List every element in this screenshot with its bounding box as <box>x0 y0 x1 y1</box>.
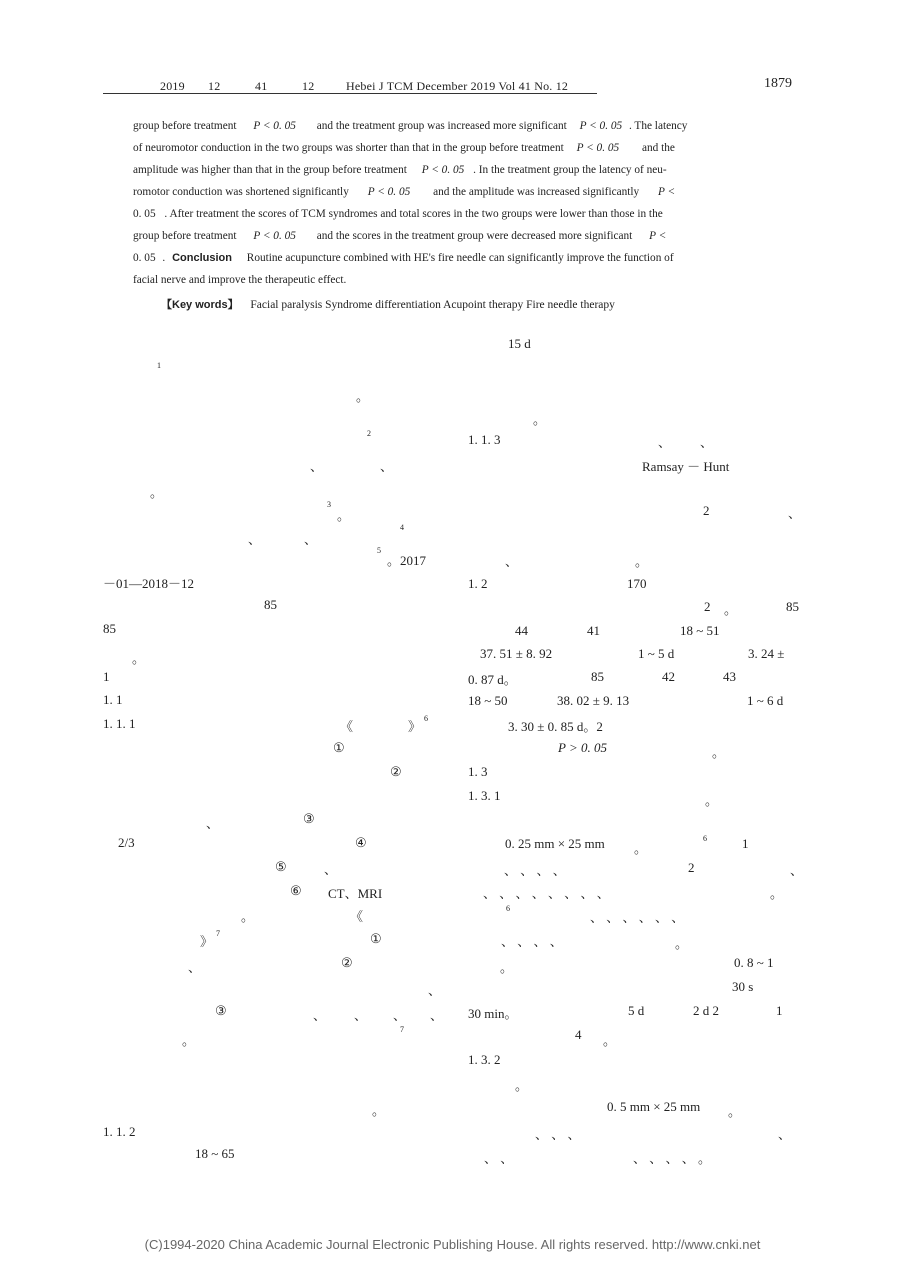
text-fragment: 。 <box>150 485 164 500</box>
text-fragment: 、 <box>430 1008 444 1023</box>
header-volume: 41 <box>255 79 268 93</box>
reference-mark: 7 <box>216 929 220 938</box>
abstract-line: group before treatment P < 0. 05 and the treatment group was increased more significant P < 0. 05 . The latency <box>133 120 688 132</box>
text-fragment: 。 <box>515 1078 529 1093</box>
text-fragment: 。 <box>770 886 784 901</box>
circled-number: ④ <box>355 835 367 850</box>
reference-mark: 3 <box>327 500 331 509</box>
header-issue: 12 <box>302 79 315 93</box>
text-fragment: P > 0. 05 <box>558 740 607 755</box>
text-fragment: 、 <box>206 816 220 831</box>
text-fragment: 。2017 <box>387 553 427 568</box>
text-fragment: 、 <box>658 435 672 450</box>
text-fragment: 。 <box>500 960 514 975</box>
text-fragment: 。 <box>675 936 689 951</box>
text-fragment: 2 <box>688 860 695 875</box>
header-year: 2019 <box>160 79 185 93</box>
text-fragment: 》 <box>200 934 214 949</box>
conclusion-label: Conclusion <box>172 252 232 264</box>
keywords <box>161 296 615 312</box>
text-fragment: 0. 87 d。 <box>468 672 517 687</box>
text-fragment: 。 <box>603 1033 617 1048</box>
text-fragment: 85 <box>591 669 604 684</box>
text-fragment: 。 <box>634 841 648 856</box>
page-number: 1879 <box>764 76 792 91</box>
text-fragment: 、 、 、 <box>535 1127 581 1142</box>
text-fragment: 《 <box>350 909 364 924</box>
reference-mark: 2 <box>367 429 371 438</box>
text-fragment: 41 <box>587 623 600 638</box>
text-fragment: 、 <box>788 506 802 521</box>
section-heading: 1. 1 <box>103 692 123 707</box>
text-fragment: 、 <box>324 862 338 877</box>
text-fragment: 2 <box>703 503 710 518</box>
section-heading: 1. 1. 2 <box>103 1124 136 1139</box>
copyright-footer: (C)1994-2020 China Academic Journal Electronic Publishing House. All rights reserved. http://www.cnki.net <box>144 1237 761 1252</box>
text-fragment: 1 <box>776 1003 783 1018</box>
text-fragment: 。 <box>132 651 146 666</box>
text-fragment: 》 <box>408 719 422 734</box>
text-fragment: 85 <box>264 597 277 612</box>
text-fragment: 44 <box>515 623 528 638</box>
keywords-label: 【Key words】 <box>161 299 239 311</box>
header-journal-ref: Hebei J TCM December 2019 Vol 41 No. 12 <box>346 79 569 93</box>
circled-number: ② <box>390 764 402 779</box>
text-fragment: 、 <box>700 435 714 450</box>
text-fragment: 。 <box>337 508 351 523</box>
text-fragment: 37. 51 ± 8. 92 <box>480 646 553 661</box>
text-fragment: 30 s <box>732 979 754 994</box>
text-fragment: 。 <box>372 1103 386 1118</box>
circled-number: ⑤ <box>275 859 287 874</box>
text-fragment: 1 ~ 5 d <box>638 646 675 661</box>
text-fragment: 18 ~ 65 <box>195 1146 235 1161</box>
circled-number: ③ <box>303 811 315 826</box>
text-fragment: 。 <box>705 793 719 808</box>
text-fragment: 、 <box>248 532 262 547</box>
text-fragment: 、 <box>354 1008 368 1023</box>
abstract-line: amplitude was higher than that in the group before treatment P < 0. 05 . In the treatment group the latency of neu- <box>133 164 667 176</box>
text-fragment: 4 <box>575 1027 582 1042</box>
reference-mark: 7 <box>400 1025 404 1034</box>
text-fragment: 。 <box>241 909 255 924</box>
text-fragment: 。 <box>728 1104 742 1119</box>
text-fragment: 、 <box>790 863 804 878</box>
section-heading: 1. 3. 2 <box>468 1052 501 1067</box>
text-fragment: 15 d <box>508 336 531 351</box>
text-fragment: 18 ~ 51 <box>680 623 720 638</box>
keywords-text: Facial paralysis Syndrome differentiation Acupoint therapy Fire needle therapy <box>250 299 615 311</box>
text-fragment: 。 <box>712 745 726 760</box>
reference-mark: 5 <box>377 546 381 555</box>
abstract-line: 0. 05 . Conclusion Routine acupuncture combined with HE's fire needle can significantly improve the function of <box>133 252 674 264</box>
text-fragment: 43 <box>723 669 736 684</box>
section-heading: 1. 2 <box>468 576 488 591</box>
text-fragment: 。 <box>182 1033 196 1048</box>
reference-mark: 6 <box>506 904 510 913</box>
abstract-line: facial nerve and improve the therapeutic effect. <box>133 274 347 286</box>
text-fragment: 、 <box>778 1127 792 1142</box>
text-fragment: 、 、 、 、 <box>501 934 563 949</box>
text-fragment: 2/3 <box>118 835 135 850</box>
text-fragment: 。 <box>635 554 649 569</box>
text-fragment: 、 <box>310 459 324 474</box>
text-fragment: 2 d 2 <box>693 1003 719 1018</box>
text-fragment: 85 <box>786 599 799 614</box>
text-fragment: 、 、 、 、 <box>504 863 566 878</box>
section-heading: 1. 1. 1 <box>103 716 136 731</box>
header-month: 12 <box>208 79 221 93</box>
section-heading: 1. 3. 1 <box>468 788 501 803</box>
text-fragment: 。 <box>533 412 547 427</box>
text-fragment: 5 d <box>628 1003 645 1018</box>
circled-number: ③ <box>215 1003 227 1018</box>
text-fragment: Ramsay － Hunt <box>642 459 730 474</box>
text-fragment: 30 min。 <box>468 1006 518 1021</box>
text-fragment: 、 、 、 、 、 、 <box>590 910 685 925</box>
text-fragment: 、 、 、 、 、 、 、 、 <box>483 886 610 901</box>
reference-mark: 4 <box>400 523 404 532</box>
text-fragment: 3. 30 ± 0. 85 d。2 <box>508 719 603 734</box>
header-rule <box>103 93 597 94</box>
text-fragment: 18 ~ 50 <box>468 693 508 708</box>
section-heading: 1. 3 <box>468 764 488 779</box>
reference-mark: 6 <box>703 834 707 843</box>
text-fragment: －01—2018－12 <box>103 576 195 591</box>
text-fragment: 、 <box>304 532 318 547</box>
text-fragment: 、 <box>393 1008 407 1023</box>
text-fragment: 、 、 <box>484 1151 514 1166</box>
abstract-line: romotor conduction was shortened significantly P < 0. 05 and the amplitude was increased significantly P < <box>133 186 676 198</box>
section-heading: 1. 1. 3 <box>468 432 501 447</box>
text-fragment: 38. 02 ± 9. 13 <box>557 693 630 708</box>
abstract-line: group before treatment P < 0. 05 and the scores in the treatment group were decreased more significant P < <box>133 230 667 242</box>
text-fragment: 1 <box>103 669 110 684</box>
text-fragment: 《 <box>340 719 354 734</box>
text-fragment: 、 <box>380 459 394 474</box>
text-fragment: 、 <box>313 1008 327 1023</box>
text-fragment: 、 <box>188 960 202 975</box>
circled-number: ⑥ <box>290 883 302 898</box>
text-fragment: 3. 24 ± <box>748 646 785 661</box>
circled-number: ① <box>370 931 382 946</box>
abstract-line: 0. 05 . After treatment the scores of TCM syndromes and total scores in the two groups were lower than those in the <box>133 208 663 220</box>
text-fragment: 、 <box>505 554 519 569</box>
reference-mark: 6 <box>424 714 428 723</box>
abstract-line: of neuromotor conduction in the two groups was shorter than that in the group before treatment P < 0. 05 and the <box>133 142 675 154</box>
text-fragment: 。 <box>356 389 370 404</box>
reference-mark: 1 <box>157 361 161 370</box>
circled-number: ① <box>333 740 345 755</box>
text-fragment: 1 <box>742 836 749 851</box>
text-fragment: 0. 8 ~ 1 <box>734 955 774 970</box>
text-fragment: 、 <box>428 983 442 998</box>
text-fragment: 0. 25 mm × 25 mm <box>505 836 605 851</box>
text-fragment: 85 <box>103 621 116 636</box>
text-fragment: 170 <box>627 576 647 591</box>
text-fragment: 42 <box>662 669 675 684</box>
text-fragment: 。 <box>724 602 738 617</box>
circled-number: ② <box>341 955 353 970</box>
text-fragment: CT、MRI <box>328 886 383 901</box>
text-fragment: 、 、 、 、 。 <box>633 1151 712 1166</box>
text-fragment: 2 <box>704 599 711 614</box>
text-fragment: 0. 5 mm × 25 mm <box>607 1099 701 1114</box>
text-fragment: 1 ~ 6 d <box>747 693 784 708</box>
